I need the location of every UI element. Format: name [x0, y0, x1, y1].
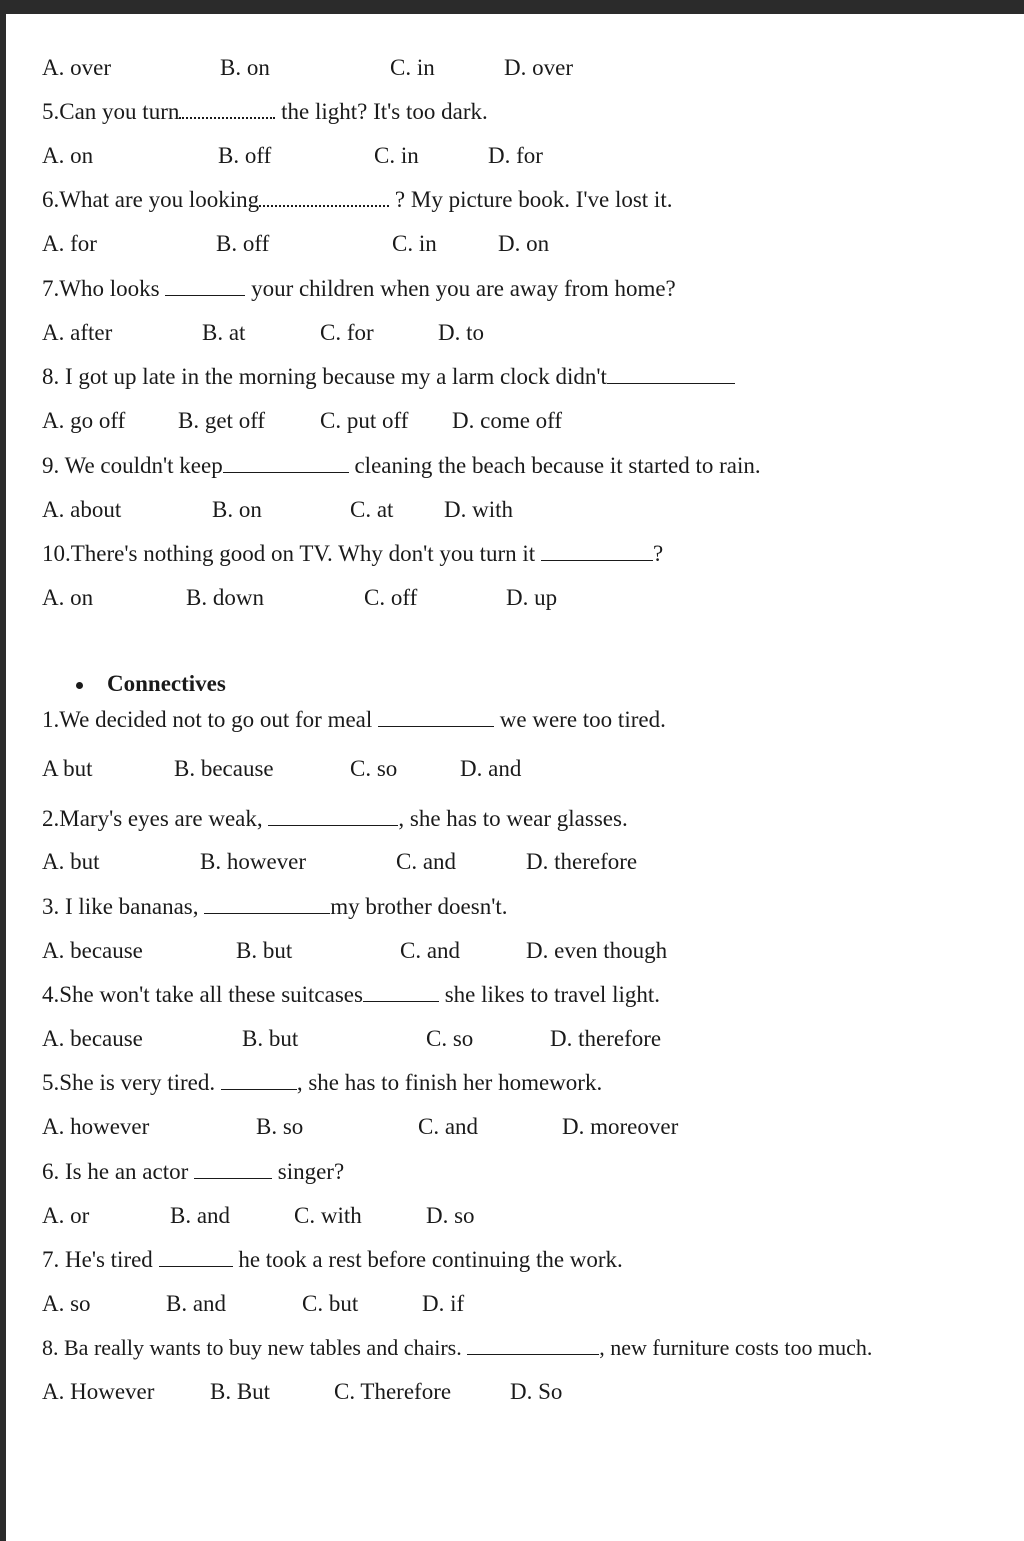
option-a: A. after — [42, 320, 113, 345]
option-b: B. off — [218, 143, 272, 168]
section-heading: Connectives — [107, 671, 226, 696]
option-a: A. because — [42, 938, 143, 963]
worksheet-page — [6, 14, 1024, 1541]
answer-blank — [268, 807, 398, 826]
question-6: 6.What are you looking ? My picture book. I've lost it. — [42, 187, 673, 212]
option-a: A. about — [42, 497, 122, 522]
option-b: B. however — [200, 849, 307, 874]
question-9: 9. We couldn't keep cleaning the beach because it started to rain. — [42, 453, 761, 478]
option-d: D. even though — [526, 938, 668, 963]
answer-blank — [165, 277, 245, 296]
answer-blank — [194, 1160, 272, 1179]
option-b: B. get off — [178, 408, 266, 433]
answer-blank — [541, 542, 653, 561]
connective-question-1: 1.We decided not to go out for meal we were too tired. — [42, 707, 666, 732]
option-a: A. on — [42, 143, 94, 168]
answer-blank — [159, 1248, 233, 1267]
question-5: 5.Can you turn the light? It's too dark. — [42, 99, 488, 124]
option-c: C. Therefore — [334, 1379, 452, 1404]
bullet-icon — [76, 682, 83, 689]
option-a: A. over — [42, 55, 111, 80]
option-a: A. however — [42, 1114, 150, 1139]
answer-blank — [223, 454, 349, 473]
option-d: D. therefore — [526, 849, 638, 874]
option-a: A. or — [42, 1203, 90, 1228]
answer-blank — [607, 365, 735, 384]
option-d: D. over — [504, 55, 573, 80]
answer-blank — [179, 99, 275, 119]
answer-blank — [363, 983, 439, 1002]
option-a: A. but — [42, 849, 100, 874]
option-b: B. down — [186, 585, 264, 610]
option-c: C. in — [390, 55, 435, 80]
option-b: B. but — [236, 938, 293, 963]
option-d: D. therefore — [550, 1026, 662, 1051]
option-c: C. with — [294, 1203, 362, 1228]
answer-blank — [204, 895, 330, 914]
connective-question-5: 5.She is very tired. , she has to finish her homework. — [42, 1070, 603, 1095]
option-b: B. But — [210, 1379, 271, 1404]
connective-question-8: 8. Ba really wants to buy new tables and chairs. , new furniture costs too much. — [42, 1335, 873, 1360]
option-b: B. and — [170, 1203, 231, 1228]
connective-question-4: 4.She won't take all these suitcases she likes to travel light. — [42, 982, 660, 1007]
answer-blank — [467, 1336, 599, 1355]
option-d: D. to — [438, 320, 484, 345]
question-8: 8. I got up late in the morning because my a larm clock didn't — [42, 363, 735, 391]
connective-question-6: 6. Is he an actor singer? — [42, 1159, 345, 1184]
option-d: D. for — [488, 143, 543, 168]
option-c: C. off — [364, 585, 418, 610]
option-b: B. on — [220, 55, 270, 80]
option-b: B. on — [212, 497, 262, 522]
answer-blank — [378, 708, 494, 727]
question-7: 7.Who looks your children when you are away from home? — [42, 276, 676, 301]
option-c: C. and — [418, 1114, 479, 1139]
option-b: B. so — [256, 1114, 304, 1139]
option-c: C. so — [426, 1026, 474, 1051]
option-d: D. up — [506, 585, 558, 610]
option-c: C. but — [302, 1291, 359, 1316]
answer-blank — [259, 187, 389, 207]
answer-blank — [221, 1071, 297, 1090]
option-d: D. so — [426, 1203, 475, 1228]
option-c: C. for — [320, 320, 374, 345]
option-c: C. so — [350, 756, 398, 781]
option-d: D. moreover — [562, 1114, 679, 1139]
question-10: 10.There's nothing good on TV. Why don't you turn it ? — [42, 541, 664, 566]
option-d: D. with — [444, 497, 513, 522]
option-c: C. and — [396, 849, 457, 874]
option-b: B. at — [202, 320, 246, 345]
option-c: C. in — [392, 231, 437, 256]
option-c: C. and — [400, 938, 461, 963]
option-a: A. on — [42, 585, 94, 610]
option-d: D. if — [422, 1291, 465, 1316]
option-b: B. because — [174, 756, 274, 781]
option-a: A. go off — [42, 408, 126, 433]
option-b: B. but — [242, 1026, 299, 1051]
connective-question-3: 3. I like bananas, my brother doesn't. — [42, 894, 508, 919]
option-a: A. for — [42, 231, 97, 256]
option-d: D. on — [498, 231, 550, 256]
option-c: C. at — [350, 497, 394, 522]
connective-question-2: 2.Mary's eyes are weak, , she has to wear glasses. — [42, 806, 628, 831]
option-d: D. and — [460, 756, 522, 781]
option-d: D. come off — [452, 408, 563, 433]
connective-question-7: 7. He's tired he took a rest before continuing the work. — [42, 1247, 623, 1272]
option-a: A. However — [42, 1379, 155, 1404]
option-c: C. in — [374, 143, 419, 168]
option-c: C. put off — [320, 408, 409, 433]
option-a: A. because — [42, 1026, 143, 1051]
option-b: B. and — [166, 1291, 227, 1316]
option-d: D. So — [510, 1379, 563, 1404]
option-a: A but — [42, 756, 93, 781]
option-a: A. so — [42, 1291, 91, 1316]
option-b: B. off — [216, 231, 270, 256]
